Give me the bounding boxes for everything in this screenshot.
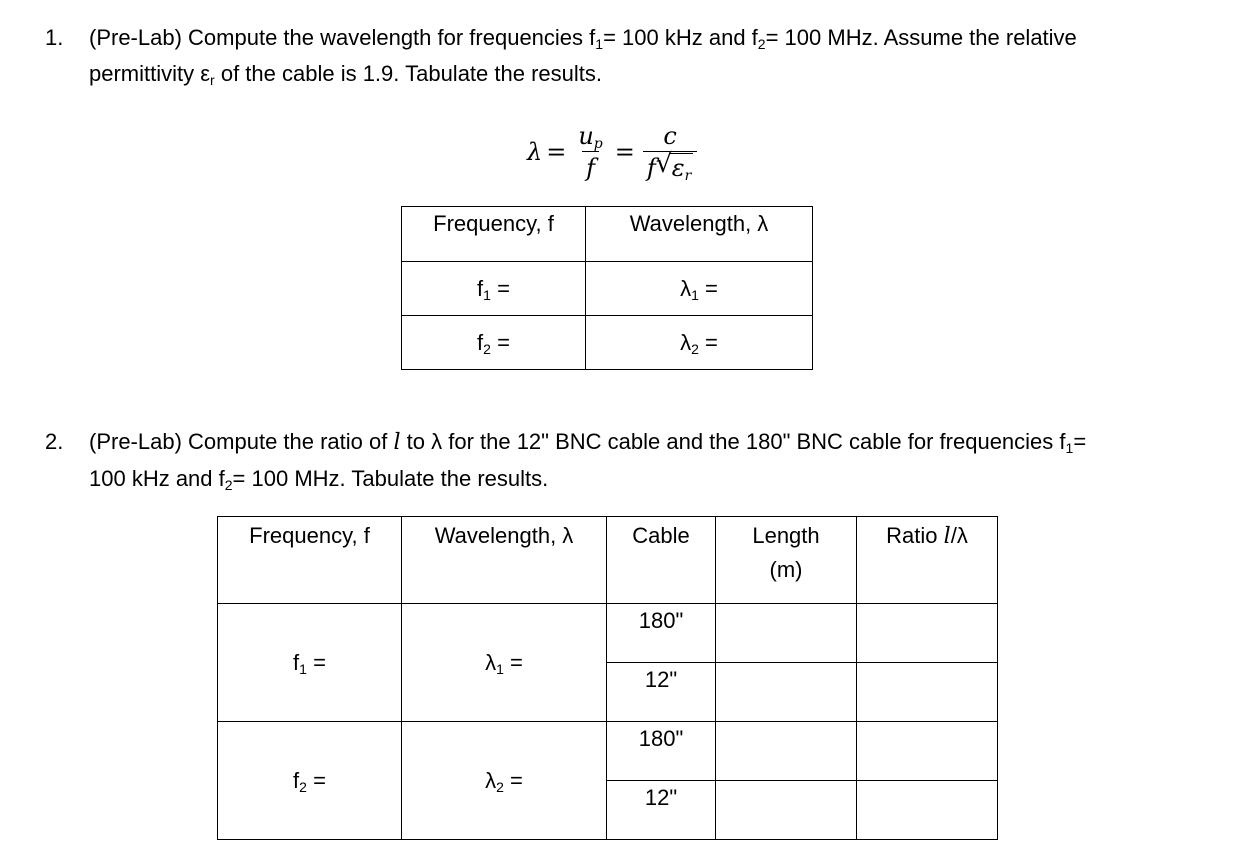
cell-length[interactable]: [716, 781, 857, 840]
question-1-number: 1.: [45, 25, 64, 50]
cell-lambda2[interactable]: $\lambda_2$ =: [402, 722, 607, 840]
q1-text-a: (Pre-Lab) Compute the wavelength for frequencies f: [89, 25, 596, 50]
formula-eps-sub: r: [684, 167, 692, 184]
wavelength-table: [401, 206, 813, 370]
cell-f2[interactable]: $f_2$ =: [218, 722, 402, 840]
cell-cable: 180": [607, 604, 716, 663]
cell-cable: 180": [607, 722, 716, 781]
formula-up: u: [578, 121, 594, 150]
q1-sub2: 2: [757, 36, 766, 52]
header-frequency: Frequency, f: [402, 207, 586, 262]
cell-cable: 12": [607, 663, 716, 722]
formula-up-sub: p: [593, 135, 603, 152]
cell-lambda1[interactable]: $\lambda_1$ =: [586, 262, 813, 316]
q2-l: l: [393, 430, 401, 455]
cell-cable: 12": [607, 781, 716, 840]
q1-text-d: permittivity ε: [89, 61, 211, 86]
q1-text-c: = 100 MHz. Assume the relative: [765, 25, 1077, 50]
formula-fraction-1: [574, 121, 606, 184]
formula-lambda: λ: [527, 138, 543, 166]
cell-ratio[interactable]: [857, 604, 998, 663]
cell-f2[interactable]: $f_2$ =: [402, 316, 586, 370]
table-row: [402, 262, 813, 316]
formula-fraction-2: [643, 121, 697, 184]
table-row: [218, 604, 998, 663]
q2-text-b: to λ for the 12" BNC cable and the 180" BNC cable for frequencies f: [400, 429, 1066, 454]
formula-c: c: [663, 121, 677, 150]
ratio-table: [217, 516, 998, 840]
q2-text-d: 100 kHz and f: [89, 466, 225, 491]
q2-text-e: = 100 MHz. Tabulate the results.: [232, 466, 549, 491]
q2-sub1: 1: [1065, 440, 1074, 456]
q2-sub2: 2: [224, 477, 233, 493]
wavelength-formula: [527, 112, 701, 192]
cell-length[interactable]: [716, 663, 857, 722]
header-cable: Cable: [607, 517, 716, 604]
formula-eps: ε: [671, 153, 685, 182]
cell-length[interactable]: [716, 722, 857, 781]
question-1: [45, 20, 1205, 92]
q1-text-b: = 100 kHz and f: [603, 25, 758, 50]
cell-length[interactable]: [716, 604, 857, 663]
cell-ratio[interactable]: [857, 781, 998, 840]
table-row: [218, 722, 998, 781]
formula-f: f: [582, 151, 599, 184]
header-wavelength: Wavelength, λ: [402, 517, 607, 604]
table-row: [402, 316, 813, 370]
cell-ratio[interactable]: [857, 722, 998, 781]
formula-eq-1: =: [546, 138, 567, 166]
question-2: [45, 424, 1205, 497]
cell-lambda1[interactable]: $\lambda_1$ =: [402, 604, 607, 722]
q1-sub1: 1: [595, 36, 604, 52]
cell-ratio[interactable]: [857, 663, 998, 722]
q2-text-a: (Pre-Lab) Compute the ratio of: [89, 429, 394, 454]
header-wavelength: Wavelength, λ: [586, 207, 813, 262]
cell-f1[interactable]: $f_1$ =: [218, 604, 402, 722]
header-frequency: Frequency, f: [218, 517, 402, 604]
formula-eq-2: =: [614, 138, 635, 166]
cell-lambda2[interactable]: $\lambda_2$ =: [586, 316, 813, 370]
q1-sub-r: r: [210, 72, 215, 88]
question-2-text: [89, 424, 1205, 497]
question-2-number: 2.: [45, 429, 64, 454]
formula-f2: f: [646, 153, 656, 182]
header-length: Length (m): [716, 517, 857, 604]
question-1-text: [89, 20, 1205, 92]
q1-text-e: of the cable is 1.9. Tabulate the results.: [214, 61, 602, 86]
sqrt-symbol: √ $\varepsilon_r$: [655, 148, 692, 184]
header-ratio: Ratio l/λ: [857, 517, 998, 604]
cell-f1[interactable]: $f_1$ =: [402, 262, 586, 316]
q2-text-c: =: [1073, 429, 1087, 454]
